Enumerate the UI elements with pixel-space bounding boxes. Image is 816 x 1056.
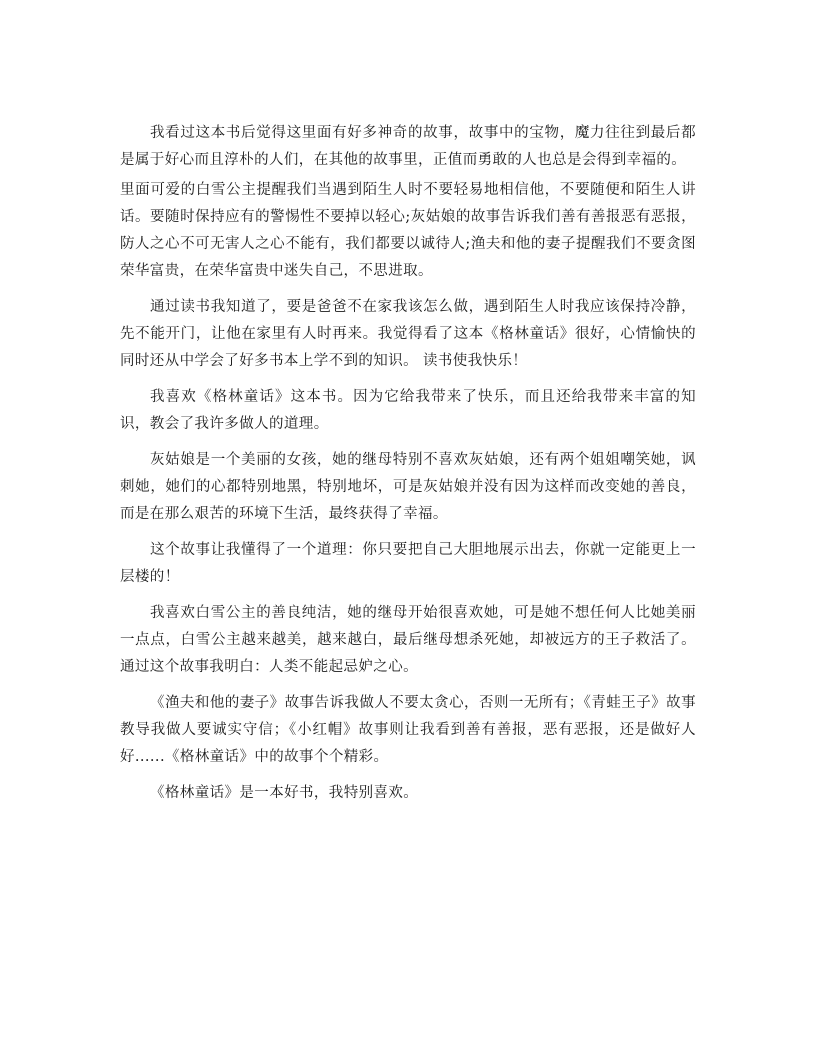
paragraph-9: 《格林童话》是一本好书，我特别喜欢。 [150,785,419,801]
document-body [120,120,696,816]
paragraph-2: 里面可爱的白雪公主提醒我们当遇到陌生人时不要轻易地相信他，不要随便和陌生人讲话。要随时保持应有的警惕性不要掉以轻心;灰姑娘的故事告诉我们善有善报恶有恶报，防人之心不可无害人之心不能有，我们都要以诚待人;渔夫和他的妻子提醒我们不要贪图荣华富贵，在荣华富贵中迷失自己，不思进取。 [120,182,696,279]
paragraph-1: 我看过这本书后觉得这里面有好多神奇的故事，故事中的宝物，魔力往往到最后都是属于好心而且淳朴的人们，在其他的故事里，正值而勇敢的人也总是会得到幸福的。 [120,125,696,168]
paragraph-4: 我喜欢《格林童话》这本书。因为它给我带来了快乐，而且还给我带来丰富的知识，教会了我许多做人的道理。 [120,389,696,432]
paragraph-6: 这个故事让我懂得了一个道理：你只要把自己大胆地展示出去，你就一定能更上一层楼的！ [120,542,696,585]
paragraph-7: 我喜欢白雪公主的善良纯洁，她的继母开始很喜欢她，可是她不想任何人比她美丽一点点，白雪公主越来越美，越来越白，最后继母想杀死她，却被远方的王子救活了。通过这个故事我明白：人类不能起忌妒之心。 [120,605,696,675]
paragraph-5: 灰姑娘是一个美丽的女孩，她的继母特别不喜欢灰姑娘，还有两个姐姐嘲笑她，讽刺她，她们的心都特别地黑，特别地坏，可是灰姑娘并没有因为这样而改变她的善良，而是在那么艰苦的环境下生活，最终获得了幸福。 [120,452,696,522]
paragraph-8: 《渔夫和他的妻子》故事告诉我做人不要太贪心，否则一无所有；《青蛙王子》故事教导我做人要诚实守信；《小红帽》故事则让我看到善有善报，恶有恶报，还是做好人好......《格林童话》中的故事个个精彩。 [120,695,696,765]
paragraph-3: 通过读书我知道了，要是爸爸不在家我该怎么做，遇到陌生人时我应该保持冷静，先不能开门，让他在家里有人时再来。我觉得看了这本《格林童话》很好，心情愉快的同时还从中学会了好多书本上学不到的知识。 读书使我快乐！ [120,299,696,369]
